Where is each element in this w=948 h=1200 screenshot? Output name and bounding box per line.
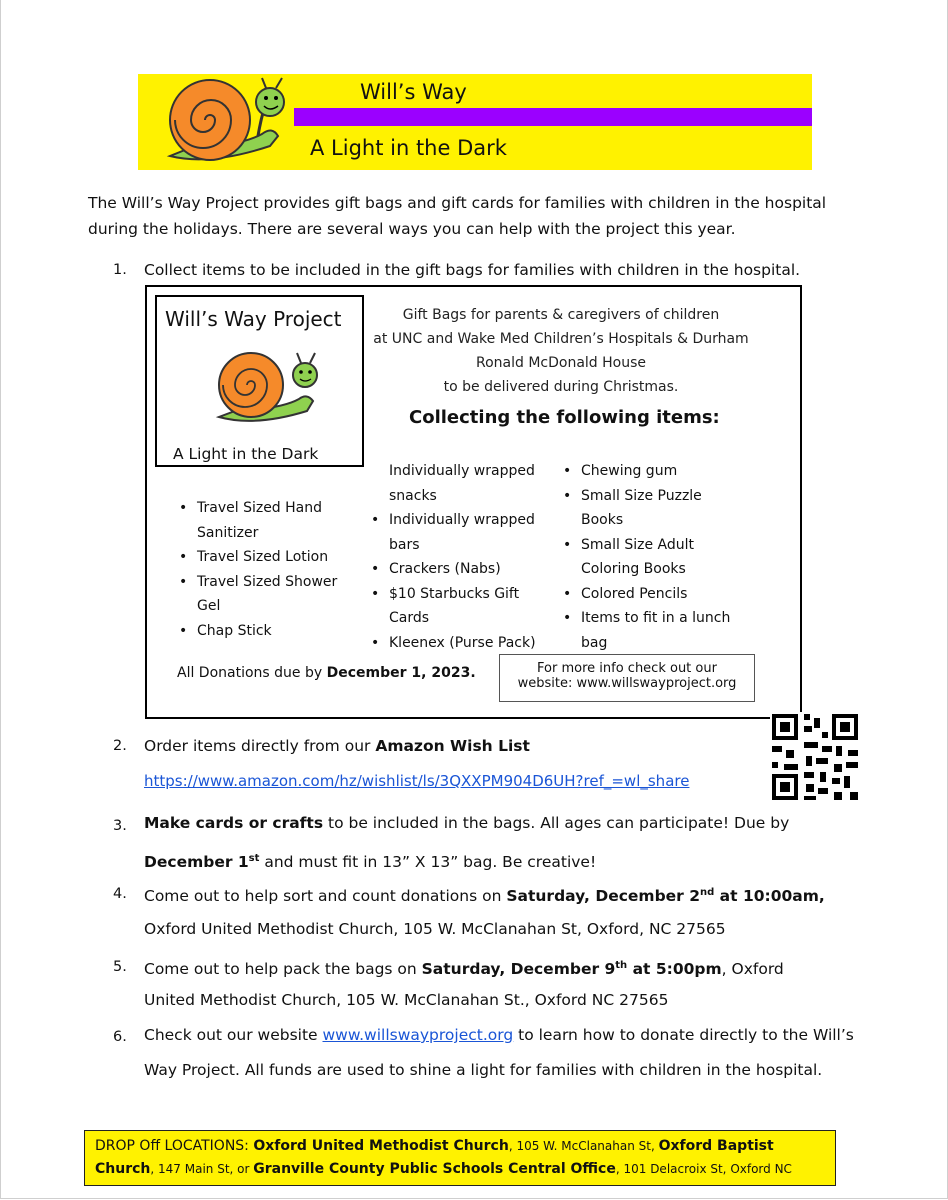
item-pack: Come out to help pack the bags on Saturday, December 9th at 5:00pm, Oxford (144, 960, 784, 979)
list-item: • Colored Pencils (563, 585, 688, 602)
list-item: • Travel Sized Lotion (179, 549, 329, 565)
items-list-col3 (559, 459, 769, 655)
flyer-subtitle: A Light in the Dark (173, 445, 319, 463)
gift-line: Gift Bags for parents & caregivers of children (402, 307, 720, 323)
amazon-wishlist-link[interactable]: https://www.amazon.com/hz/wishlist/ls/3QXXPM904D6UH?ref_=wl_share (144, 772, 690, 790)
item-number: 3. (113, 818, 127, 834)
list-item: • Crackers (Nabs) (371, 561, 501, 577)
items-list-col2 (367, 459, 557, 655)
list-item: • Individually wrapped (371, 512, 535, 528)
item-number: 6. (113, 1029, 127, 1045)
item-collect: Collect items to be included in the gift bags for families with children in the hospital. (144, 261, 801, 279)
list-item: • $10 Starbucks Gift (371, 585, 520, 602)
info-line: website: www.willswayproject.org (517, 676, 737, 691)
list-item: • Items to fit in a lunch (563, 610, 731, 626)
list-item: bag (581, 634, 608, 651)
list-item: Sanitizer (197, 524, 259, 541)
list-item: Books (581, 512, 624, 528)
list-item: Gel (197, 598, 221, 614)
flyer-box (145, 285, 802, 719)
intro-paragraph: The Will’s Way Project provides gift bags and gift cards for families with children in the hospital during the holidays. There are several ways you can help with the project this year. (88, 194, 827, 238)
gift-line: Ronald McDonald House (475, 355, 647, 371)
flyer-logo-box (155, 295, 364, 467)
header-banner (138, 74, 812, 170)
list-item: • Kleenex (Purse Pack) (371, 634, 536, 651)
list-item: Cards (389, 610, 430, 626)
gift-line: at UNC and Wake Med Children’s Hospitals & Durham (373, 331, 749, 347)
item-cards: Make cards or crafts to be included in the bags. All ages can participate! Due by December 1st and must fit in 13” X 13” bag. Be creative! (144, 814, 790, 872)
item-website: Check out our website www.willswayproject.org to learn how to donate directly to the Will’s Way Project. All funds are used to shine a light for families with children in the hospital. (144, 1026, 854, 1079)
list-item: • Chewing gum (563, 463, 678, 479)
list-item: snacks (389, 487, 437, 504)
snail-icon (215, 341, 325, 431)
item-number: 4. (113, 886, 127, 902)
more-info-box (499, 654, 755, 702)
item-sort-address: Oxford United Methodist Church, 105 W. McClanahan St, Oxford, NC 27565 (144, 920, 726, 938)
list-item: bars (389, 536, 420, 553)
item-amazon: Order items directly from our Amazon Wish List (144, 737, 530, 755)
dropoff-locations: DROP Off LOCATIONS: Oxford United Methodist Church, 105 W. McClanahan St, Oxford Baptist Church, 147 Main St, or Granville County Public Schools Central Office, 101 Delacroix St, Oxford NC (84, 1130, 836, 1186)
collecting-heading: Collecting the following items: (409, 407, 720, 428)
info-line: For more info check out our (537, 661, 717, 676)
banner-title: Will’s Way (360, 80, 467, 104)
donations-due: All Donations due by December 1, 2023. (177, 665, 476, 681)
list-item: • Travel Sized Hand (179, 500, 323, 516)
purple-bar (294, 108, 812, 126)
list-item: Individually wrapped (389, 463, 535, 479)
snail-logo-icon (150, 76, 300, 168)
item-sort: Come out to help sort and count donations on Saturday, December 2nd at 10:00am, (144, 887, 825, 906)
list-item: Coloring Books (581, 561, 686, 577)
banner-subtitle: A Light in the Dark (310, 136, 507, 160)
amazon-link-row (144, 764, 864, 799)
website-link[interactable]: www.willswayproject.org (322, 1026, 514, 1044)
list-item: • Chap Stick (179, 622, 272, 639)
list-item: • Travel Sized Shower (179, 573, 338, 590)
items-list-col1 (175, 496, 365, 643)
gift-line: to be delivered during Christmas. (443, 379, 679, 395)
item-number: 1. (113, 262, 127, 278)
item-pack-address: United Methodist Church, 105 W. McClanahan St., Oxford NC 27565 (144, 991, 669, 1009)
gift-description (361, 303, 761, 399)
item-number: 2. (113, 738, 127, 754)
list-item: • Small Size Puzzle (563, 487, 702, 504)
item-number: 5. (113, 959, 127, 975)
list-item: • Small Size Adult (563, 536, 694, 553)
flyer-title: Will’s Way Project (165, 307, 342, 331)
